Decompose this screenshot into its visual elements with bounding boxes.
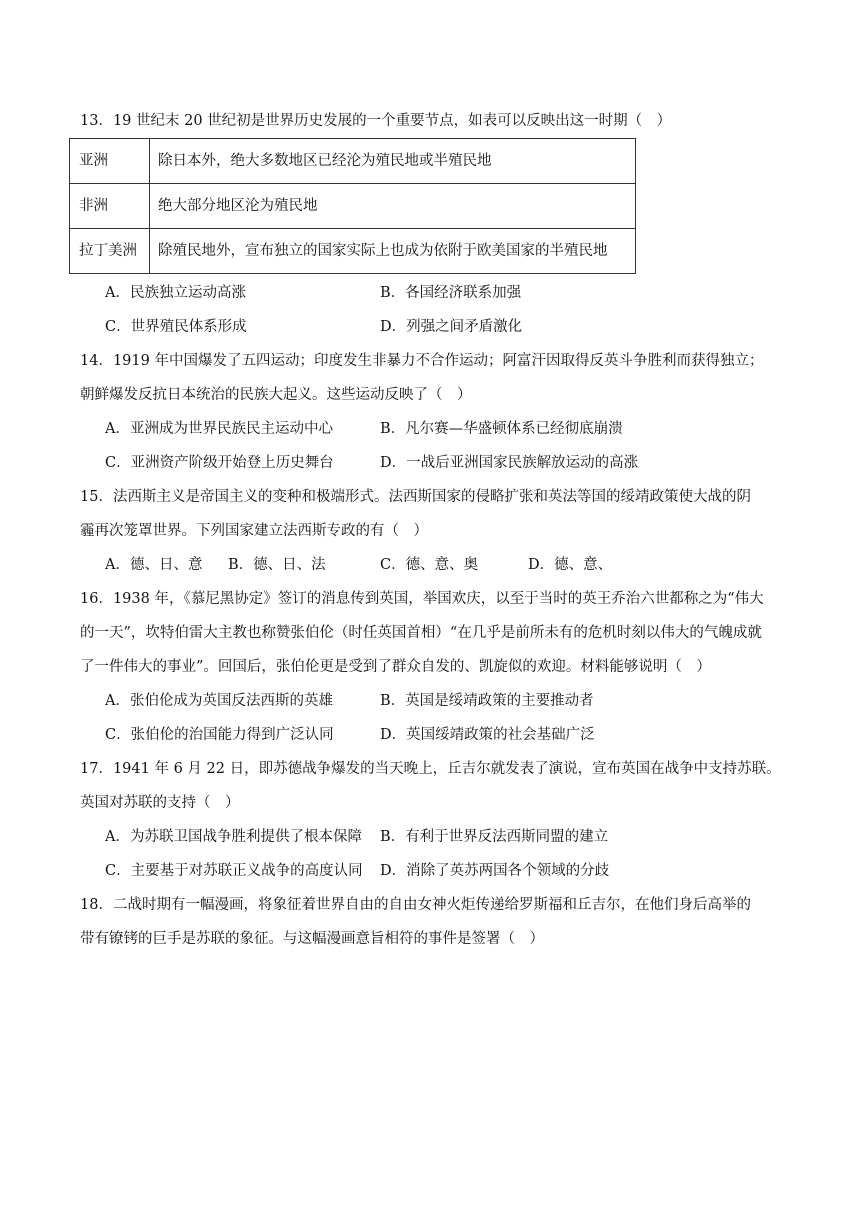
- table-cell-region: 拉丁美洲: [70, 229, 150, 274]
- question-13-stem: 13．19 世纪末 20 世纪初是世界历史发展的一个重要节点，如表可以反映出这一时期（ ）: [80, 113, 672, 129]
- question-17-option-d[interactable]: D．消除了英苏两国各个领域的分歧: [380, 863, 610, 879]
- question-16-stem-line-3: 了一件伟大的事业”。回国后，张伯伦更是受到了群众自发的、凯旋似的欢迎。材料能够说明（ ）: [80, 659, 711, 675]
- question-15-option-d[interactable]: D．德、意、: [528, 557, 613, 573]
- question-14-option-d[interactable]: D．一战后亚洲国家民族解放运动的高涨: [380, 455, 639, 471]
- question-13-option-c[interactable]: C．世界殖民体系形成: [105, 319, 247, 335]
- question-14-stem-line-1: 14．1919 年中国爆发了五四运动；印度发生非暴力不合作运动；阿富汗因取得反英斗争胜利而获得独立；: [80, 353, 764, 369]
- question-14-option-c[interactable]: C．亚洲资产阶级开始登上历史舞台: [105, 455, 334, 471]
- question-17-option-b[interactable]: B．有利于世界反法西斯同盟的建立: [380, 829, 609, 845]
- question-16-option-d[interactable]: D．英国绥靖政策的社会基础广泛: [380, 727, 595, 743]
- question-15-stem-line-1: 15．法西斯主义是帝国主义的变种和极端形式。法西斯国家的侵略扩张和英法等国的绥靖政策使大战的阴: [80, 489, 751, 505]
- question-13-option-d[interactable]: D．列强之间矛盾激化: [380, 319, 523, 335]
- table-cell-region: 亚洲: [70, 139, 150, 184]
- question-14-option-b[interactable]: B．凡尔赛—华盛顿体系已经彻底崩溃: [380, 421, 623, 437]
- question-16-stem-line-2: 的一天”，坎特伯雷大主教也称赞张伯伦（时任英国首相）“在几乎是前所未有的危机时刻以伟大的气魄成就: [80, 625, 762, 641]
- question-18-stem-line-1: 18．二战时期有一幅漫画，将象征着世界自由的自由女神火炬传递给罗斯福和丘吉尔，在他们身后高举的: [80, 897, 751, 913]
- question-14-stem-line-2: 朝鲜爆发反抗日本统治的民族大起义。这些运动反映了（ ）: [80, 387, 472, 403]
- question-15-option-a[interactable]: A．德、日、意: [105, 557, 203, 573]
- question-16-stem-line-1: 16．1938 年，《慕尼黑协定》签订的消息传到英国，举国欢庆，以至于当时的英王乔治六世都称之为“伟大: [80, 591, 764, 607]
- question-17-option-a[interactable]: A．为苏联卫国战争胜利提供了根本保障: [105, 829, 362, 845]
- question-13-table: [69, 138, 636, 274]
- question-15-stem-line-2: 霾再次笼罩世界。下列国家建立法西斯专政的有（ ）: [80, 523, 428, 539]
- question-16-option-c[interactable]: C．张伯伦的治国能力得到广泛认同: [105, 727, 334, 743]
- question-16-option-a[interactable]: A．张伯伦成为英国反法西斯的英雄: [105, 693, 333, 709]
- question-15-option-c[interactable]: C．德、意、奥: [380, 557, 479, 573]
- table-cell-desc: 除日本外，绝大多数地区已经沦为殖民地或半殖民地: [150, 139, 636, 184]
- table-row: [70, 184, 636, 229]
- table-row: [70, 139, 636, 184]
- table-cell-region: 非洲: [70, 184, 150, 229]
- question-15-option-b[interactable]: B．德、日、法: [228, 557, 326, 573]
- question-13-option-b[interactable]: B．各国经济联系加强: [380, 285, 522, 301]
- question-16-option-b[interactable]: B．英国是绥靖政策的主要推动者: [380, 693, 594, 709]
- table-row: [70, 229, 636, 274]
- question-17-stem-line-1: 17．1941 年 6 月 22 日，即苏德战争爆发的当天晚上，丘吉尔就发表了演说，宣布英国在战争中支持苏联。: [80, 761, 781, 777]
- question-17-option-c[interactable]: C．主要基于对苏联正义战争的高度认同: [105, 863, 363, 879]
- question-17-stem-line-2: 英国对苏联的支持（ ）: [80, 795, 240, 811]
- question-13-option-a[interactable]: A．民族独立运动高涨: [105, 285, 246, 301]
- table-cell-desc: 除殖民地外，宣布独立的国家实际上也成为依附于欧美国家的半殖民地: [150, 229, 636, 274]
- question-14-option-a[interactable]: A．亚洲成为世界民族民主运动中心: [105, 421, 333, 437]
- table-cell-desc: 绝大部分地区沦为殖民地: [150, 184, 636, 229]
- question-18-stem-line-2: 带有镣铐的巨手是苏联的象征。与这幅漫画意旨相符的事件是签署（ ）: [80, 931, 544, 947]
